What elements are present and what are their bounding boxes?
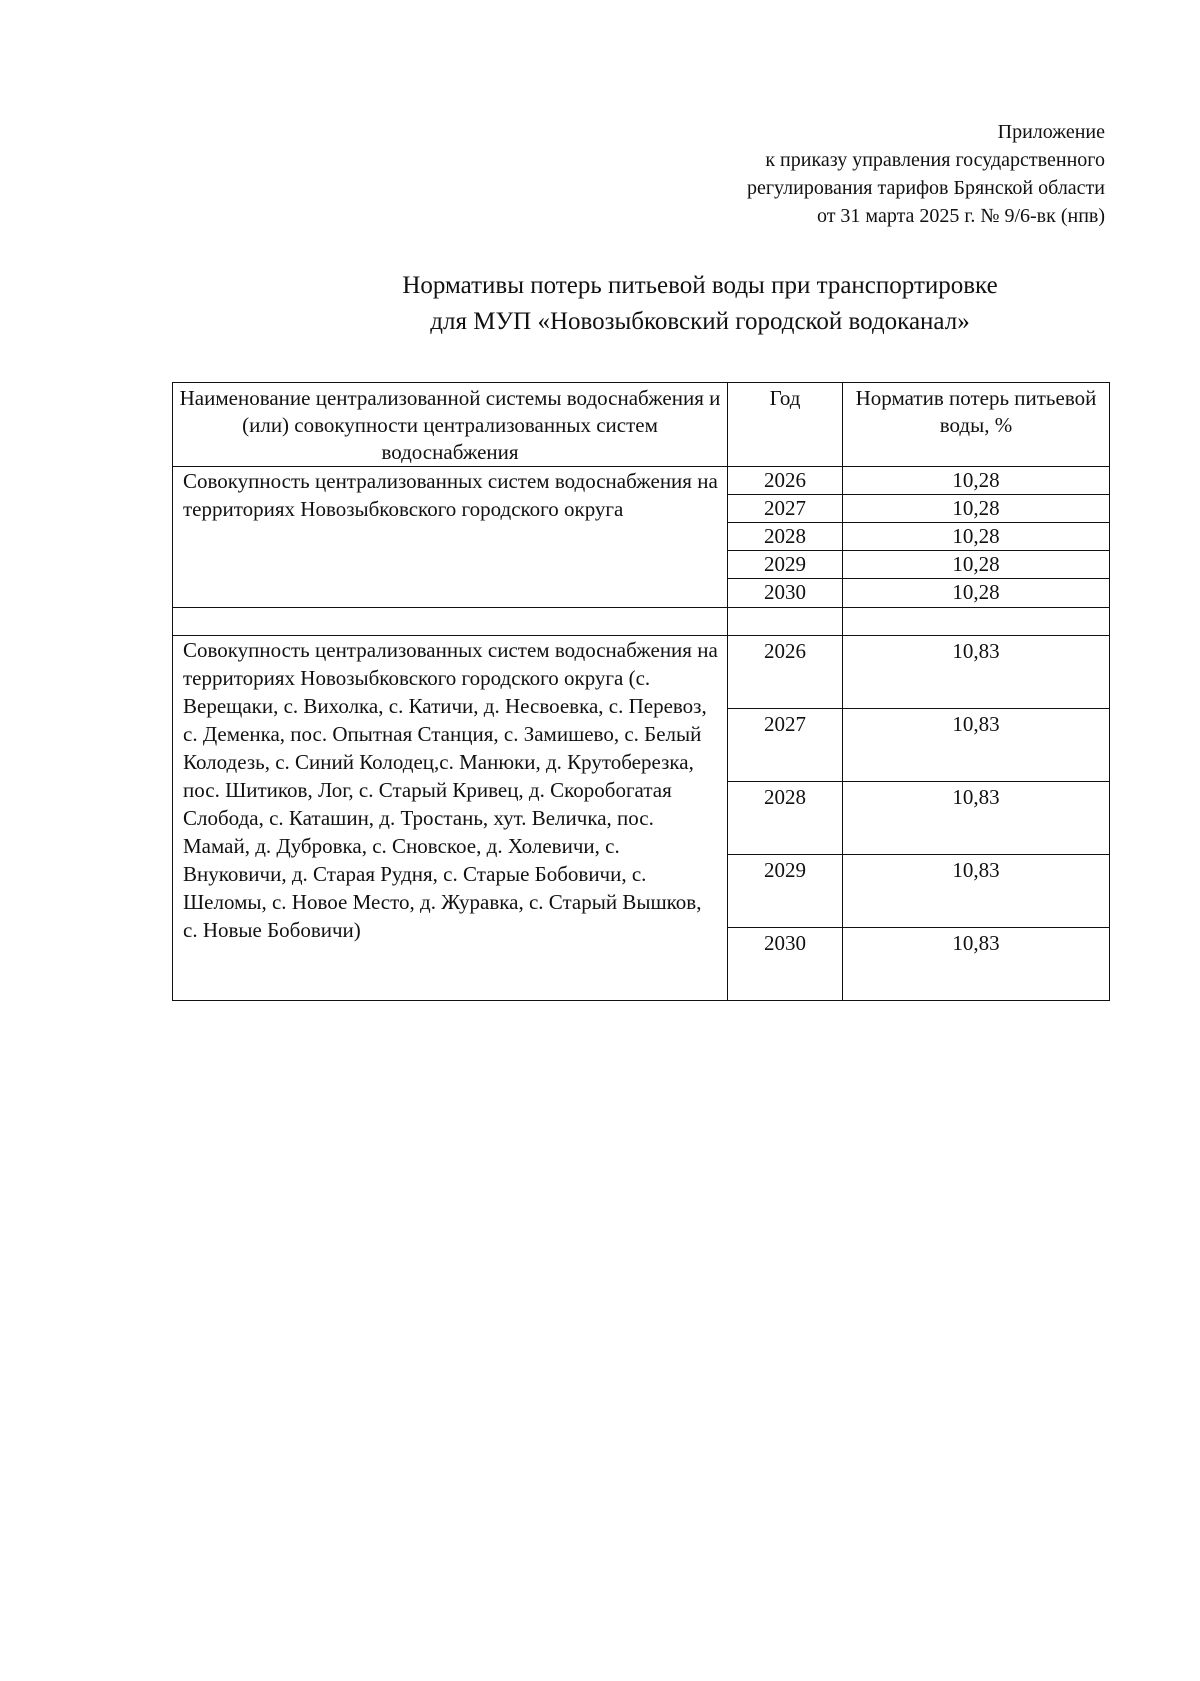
group2-value: 10,83 <box>843 636 1110 709</box>
group2-year: 2030 <box>728 928 843 1001</box>
document-title-line-1: Нормативы потерь питьевой воды при транспортировке <box>402 272 998 299</box>
empty-cell <box>173 608 728 636</box>
group2-value: 10,83 <box>843 709 1110 782</box>
table-row <box>173 467 1110 495</box>
group2-value: 10,83 <box>843 855 1110 928</box>
table-header-row <box>173 383 1110 467</box>
annex-line-3: регулирования тарифов Брянской области <box>746 177 1105 199</box>
group1-year: 2029 <box>728 551 843 579</box>
group1-year: 2030 <box>728 579 843 608</box>
header-year: Год <box>728 383 843 467</box>
group1-value: 10,28 <box>843 523 1110 551</box>
group1-system-name: Совокупность централизованных систем водоснабжения на территориях Новозыбковского городского округа <box>173 467 728 608</box>
document-title-line-2: для МУП «Новозыбковский городской водоканал» <box>430 308 970 335</box>
group1-year: 2028 <box>728 523 843 551</box>
group2-year: 2029 <box>728 855 843 928</box>
header-loss-norm: Норматив потерь питьевой воды, % <box>843 383 1110 467</box>
document-title <box>200 268 1200 340</box>
group2-value: 10,83 <box>843 928 1110 1001</box>
annex-line-2: к приказу управления государственного <box>765 149 1105 171</box>
group2-year: 2026 <box>728 636 843 709</box>
group1-year: 2027 <box>728 495 843 523</box>
table-row <box>173 636 1110 709</box>
header-system-name: Наименование централизованной системы водоснабжения и (или) совокупности централизованных систем водоснабжения <box>173 383 728 467</box>
empty-cell <box>843 608 1110 636</box>
annex-block <box>585 118 1105 230</box>
group1-year: 2026 <box>728 467 843 495</box>
annex-line-1: Приложение <box>997 121 1105 143</box>
group2-system-name: Совокупность централизованных систем водоснабжения на территориях Новозыбковского городского округа (с. Верещаки, с. Вихолка, с. Катичи, д. Несвоевка, с. Перевоз, с. Деменка, пос. Опытная Станция, с. Замишево, с. Белый Колодезь, с. Синий Колодец,с. Манюки, д. Крутоберезка, пос. Шитиков, Лог, с. Старый Кривец, д. Скоробогатая Слобода, с. Каташин, д. Тростань, хут. Величка, пос. Мамай, д. Дубровка, с. Сновское, д. Холевичи, с. Внуковичи, д. Старая Рудня, с. Старые Бобовичи, с. Шеломы, с. Новое Место, д. Журавка, с. Старый Вышков, с. Новые Бобовичи) <box>173 636 728 1001</box>
group1-value: 10,28 <box>843 551 1110 579</box>
group2-value: 10,83 <box>843 782 1110 855</box>
table-spacer-row <box>173 608 1110 636</box>
norms-table <box>172 382 1110 1001</box>
group1-value: 10,28 <box>843 467 1110 495</box>
group2-year: 2028 <box>728 782 843 855</box>
group1-value: 10,28 <box>843 579 1110 608</box>
annex-line-4: от 31 марта 2025 г. № 9/6-вк (нпв) <box>816 205 1105 227</box>
group2-year: 2027 <box>728 709 843 782</box>
empty-cell <box>728 608 843 636</box>
group1-value: 10,28 <box>843 495 1110 523</box>
